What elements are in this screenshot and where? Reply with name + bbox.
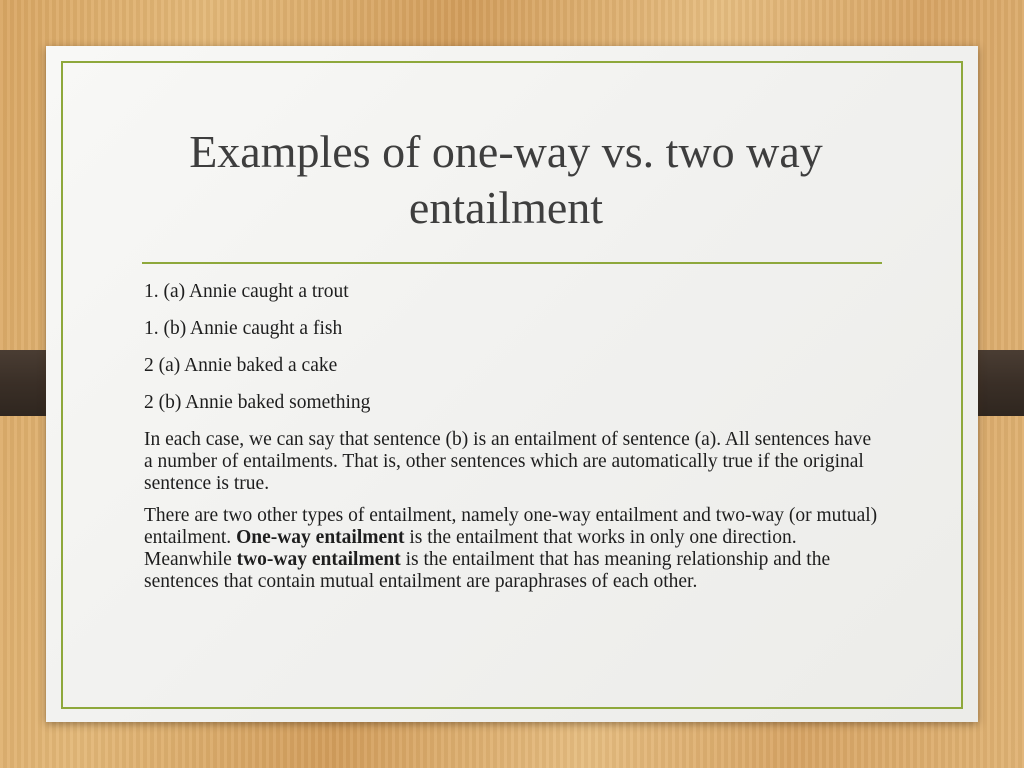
example-1b: 1. (b) Annie caught a fish [144,318,343,339]
example-2b: 2 (b) Annie baked something [144,392,371,413]
slide-body [144,281,884,603]
term-two-way-entailment: two-way entailment [236,549,401,570]
paragraph-text-part-3: is the entailment that has meaning relationship and the sentences that contain mutual entailment are paraphrases of each other. [144,549,831,592]
slide-card [46,46,978,722]
explanation-paragraph: In each case, we can say that sentence (b) is an entailment of sentence (a). All sentences have a number of entailments. That is, other sentences which are automatically true if the original sentence is true. [144,429,872,494]
title-divider [142,262,882,264]
paragraph-text-part-1: There are two other types of entailment, namely one-way entailment and two-way (or mutual) entailment. [144,505,878,548]
entailment-types-paragraph [144,505,884,593]
example-2a: 2 (a) Annie baked a cake [144,355,338,376]
example-1a: 1. (a) Annie caught a trout [144,281,349,302]
paragraph-text-part-2: is the entailment that works in only one direction. Meanwhile [144,527,797,570]
term-one-way-entailment: One-way entailment [236,527,405,548]
slide-title: Examples of one-way vs. two way entailment [189,126,823,233]
